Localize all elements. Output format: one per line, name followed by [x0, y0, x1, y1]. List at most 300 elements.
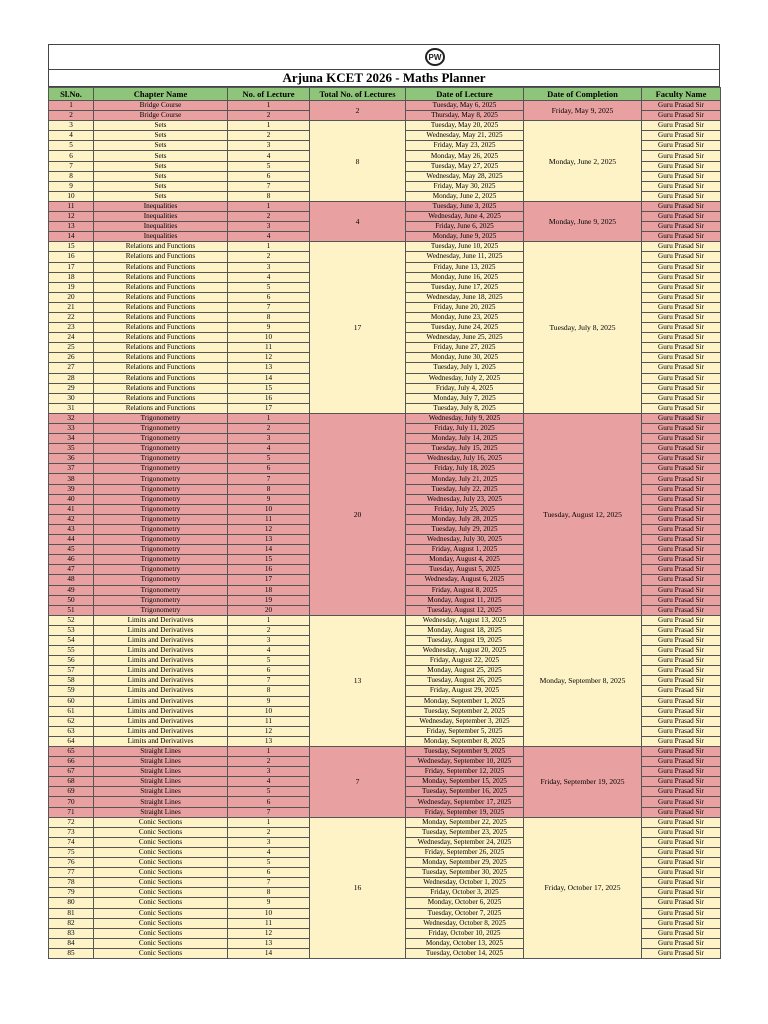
sl-no-cell: 32: [49, 413, 94, 423]
completion-date-cell: Tuesday, August 12, 2025: [524, 413, 642, 615]
sl-no-cell: 50: [49, 595, 94, 605]
sl-no-cell: 68: [49, 777, 94, 787]
lecture-number-cell: 9: [228, 898, 310, 908]
faculty-name-cell: Guru Prasad Sir: [642, 464, 721, 474]
lecture-number-cell: 6: [228, 464, 310, 474]
faculty-name-cell: Guru Prasad Sir: [642, 181, 721, 191]
lecture-date-cell: Wednesday, June 4, 2025: [406, 212, 524, 222]
lecture-date-cell: Tuesday, October 7, 2025: [406, 908, 524, 918]
lecture-number-cell: 14: [228, 373, 310, 383]
lecture-date-cell: Friday, August 29, 2025: [406, 686, 524, 696]
chapter-name-cell: Limits and Derivatives: [94, 615, 228, 625]
header-chapter-name: Chapter Name: [94, 88, 228, 101]
total-lectures-cell: 17: [310, 242, 406, 414]
lecture-number-cell: 15: [228, 383, 310, 393]
chapter-name-cell: Sets: [94, 131, 228, 141]
lecture-date-cell: Friday, August 8, 2025: [406, 585, 524, 595]
chapter-name-cell: Trigonometry: [94, 504, 228, 514]
sl-no-cell: 4: [49, 131, 94, 141]
lecture-number-cell: 16: [228, 393, 310, 403]
chapter-name-cell: Trigonometry: [94, 413, 228, 423]
pw-logo-icon: [424, 47, 446, 67]
faculty-name-cell: Guru Prasad Sir: [642, 474, 721, 484]
sl-no-cell: 77: [49, 868, 94, 878]
lecture-number-cell: 7: [228, 807, 310, 817]
chapter-name-cell: Limits and Derivatives: [94, 625, 228, 635]
lecture-number-cell: 2: [228, 625, 310, 635]
faculty-name-cell: Guru Prasad Sir: [642, 615, 721, 625]
chapter-name-cell: Inequalities: [94, 222, 228, 232]
sl-no-cell: 37: [49, 464, 94, 474]
lecture-date-cell: Monday, August 18, 2025: [406, 625, 524, 635]
lecture-date-cell: Tuesday, June 24, 2025: [406, 323, 524, 333]
lecture-date-cell: Wednesday, July 23, 2025: [406, 494, 524, 504]
lecture-number-cell: 3: [228, 222, 310, 232]
header-sl-no: Sl.No.: [49, 88, 94, 101]
chapter-name-cell: Limits and Derivatives: [94, 646, 228, 656]
sl-no-cell: 65: [49, 747, 94, 757]
svg-text:PW: PW: [428, 53, 442, 62]
lecture-number-cell: 13: [228, 938, 310, 948]
lecture-date-cell: Friday, September 12, 2025: [406, 767, 524, 777]
lecture-number-cell: 8: [228, 888, 310, 898]
lecture-date-cell: Tuesday, September 30, 2025: [406, 868, 524, 878]
lecture-number-cell: 6: [228, 797, 310, 807]
sl-no-cell: 80: [49, 898, 94, 908]
lecture-number-cell: 2: [228, 111, 310, 121]
chapter-name-cell: Straight Lines: [94, 747, 228, 757]
lecture-date-cell: Wednesday, July 30, 2025: [406, 535, 524, 545]
sl-no-cell: 48: [49, 575, 94, 585]
lecture-date-cell: Tuesday, August 12, 2025: [406, 605, 524, 615]
sl-no-cell: 79: [49, 888, 94, 898]
sl-no-cell: 70: [49, 797, 94, 807]
lecture-number-cell: 11: [228, 514, 310, 524]
lecture-number-cell: 3: [228, 837, 310, 847]
chapter-name-cell: Trigonometry: [94, 494, 228, 504]
faculty-name-cell: Guru Prasad Sir: [642, 292, 721, 302]
lecture-date-cell: Monday, June 9, 2025: [406, 232, 524, 242]
chapter-name-cell: Conic Sections: [94, 878, 228, 888]
faculty-name-cell: Guru Prasad Sir: [642, 898, 721, 908]
header-no-of-lecture: No. of Lecture: [228, 88, 310, 101]
chapter-name-cell: Trigonometry: [94, 555, 228, 565]
chapter-name-cell: Straight Lines: [94, 807, 228, 817]
lecture-date-cell: Wednesday, August 6, 2025: [406, 575, 524, 585]
lecture-number-cell: 4: [228, 847, 310, 857]
sl-no-cell: 47: [49, 565, 94, 575]
faculty-name-cell: Guru Prasad Sir: [642, 646, 721, 656]
lecture-date-cell: Friday, July 11, 2025: [406, 424, 524, 434]
lecture-date-cell: Tuesday, May 6, 2025: [406, 101, 524, 111]
lecture-date-cell: Tuesday, June 10, 2025: [406, 242, 524, 252]
chapter-name-cell: Sets: [94, 161, 228, 171]
sl-no-cell: 41: [49, 504, 94, 514]
faculty-name-cell: Guru Prasad Sir: [642, 777, 721, 787]
chapter-name-cell: Limits and Derivatives: [94, 736, 228, 746]
sl-no-cell: 55: [49, 646, 94, 656]
sl-no-cell: 73: [49, 827, 94, 837]
chapter-name-cell: Limits and Derivatives: [94, 656, 228, 666]
chapter-name-cell: Trigonometry: [94, 474, 228, 484]
lecture-date-cell: Wednesday, September 24, 2025: [406, 837, 524, 847]
lecture-number-cell: 8: [228, 686, 310, 696]
sl-no-cell: 69: [49, 787, 94, 797]
lecture-date-cell: Monday, June 23, 2025: [406, 312, 524, 322]
table-row: [49, 817, 721, 827]
sl-no-cell: 57: [49, 666, 94, 676]
header-date-of-completion: Date of Completion: [524, 88, 642, 101]
sl-no-cell: 17: [49, 262, 94, 272]
faculty-name-cell: Guru Prasad Sir: [642, 706, 721, 716]
sl-no-cell: 13: [49, 222, 94, 232]
lecture-number-cell: 15: [228, 555, 310, 565]
lecture-date-cell: Wednesday, May 21, 2025: [406, 131, 524, 141]
lecture-date-cell: Wednesday, September 17, 2025: [406, 797, 524, 807]
lecture-date-cell: Monday, July 7, 2025: [406, 393, 524, 403]
table-row: [49, 201, 721, 211]
total-lectures-cell: 13: [310, 615, 406, 746]
sl-no-cell: 74: [49, 837, 94, 847]
chapter-name-cell: Sets: [94, 151, 228, 161]
sl-no-cell: 61: [49, 706, 94, 716]
faculty-name-cell: Guru Prasad Sir: [642, 131, 721, 141]
chapter-name-cell: Sets: [94, 121, 228, 131]
lecture-date-cell: Friday, September 26, 2025: [406, 847, 524, 857]
lecture-number-cell: 16: [228, 565, 310, 575]
chapter-name-cell: Conic Sections: [94, 898, 228, 908]
faculty-name-cell: Guru Prasad Sir: [642, 393, 721, 403]
faculty-name-cell: Guru Prasad Sir: [642, 605, 721, 615]
completion-date-cell: Friday, October 17, 2025: [524, 817, 642, 958]
sl-no-cell: 66: [49, 757, 94, 767]
faculty-name-cell: Guru Prasad Sir: [642, 938, 721, 948]
completion-date-cell: Monday, June 2, 2025: [524, 121, 642, 202]
total-lectures-cell: 7: [310, 747, 406, 818]
lecture-date-cell: Friday, May 30, 2025: [406, 181, 524, 191]
sl-no-cell: 67: [49, 767, 94, 777]
lecture-date-cell: Monday, September 22, 2025: [406, 817, 524, 827]
lecture-number-cell: 1: [228, 413, 310, 423]
lecture-number-cell: 10: [228, 504, 310, 514]
lecture-number-cell: 19: [228, 595, 310, 605]
sl-no-cell: 49: [49, 585, 94, 595]
lecture-number-cell: 9: [228, 494, 310, 504]
sl-no-cell: 56: [49, 656, 94, 666]
faculty-name-cell: Guru Prasad Sir: [642, 736, 721, 746]
lecture-date-cell: Friday, June 20, 2025: [406, 302, 524, 312]
chapter-name-cell: Relations and Functions: [94, 403, 228, 413]
lecture-number-cell: 8: [228, 484, 310, 494]
completion-date-cell: Monday, June 9, 2025: [524, 201, 642, 241]
chapter-name-cell: Conic Sections: [94, 837, 228, 847]
lecture-number-cell: 17: [228, 403, 310, 413]
lecture-number-cell: 12: [228, 928, 310, 938]
chapter-name-cell: Relations and Functions: [94, 292, 228, 302]
lecture-number-cell: 9: [228, 696, 310, 706]
faculty-name-cell: Guru Prasad Sir: [642, 323, 721, 333]
lecture-date-cell: Monday, September 1, 2025: [406, 696, 524, 706]
lecture-date-cell: Friday, September 5, 2025: [406, 726, 524, 736]
chapter-name-cell: Relations and Functions: [94, 363, 228, 373]
sl-no-cell: 1: [49, 101, 94, 111]
sl-no-cell: 31: [49, 403, 94, 413]
lecture-date-cell: Wednesday, July 9, 2025: [406, 413, 524, 423]
sl-no-cell: 76: [49, 858, 94, 868]
sl-no-cell: 45: [49, 545, 94, 555]
lecture-number-cell: 9: [228, 323, 310, 333]
lecture-number-cell: 2: [228, 131, 310, 141]
chapter-name-cell: Inequalities: [94, 232, 228, 242]
faculty-name-cell: Guru Prasad Sir: [642, 242, 721, 252]
lecture-number-cell: 4: [228, 777, 310, 787]
total-lectures-cell: 4: [310, 201, 406, 241]
chapter-name-cell: Sets: [94, 181, 228, 191]
faculty-name-cell: Guru Prasad Sir: [642, 201, 721, 211]
faculty-name-cell: Guru Prasad Sir: [642, 504, 721, 514]
lecture-number-cell: 3: [228, 262, 310, 272]
faculty-name-cell: Guru Prasad Sir: [642, 767, 721, 777]
lecture-number-cell: 11: [228, 918, 310, 928]
chapter-name-cell: Conic Sections: [94, 948, 228, 958]
sl-no-cell: 5: [49, 141, 94, 151]
chapter-name-cell: Conic Sections: [94, 918, 228, 928]
lecture-number-cell: 1: [228, 201, 310, 211]
sl-no-cell: 3: [49, 121, 94, 131]
chapter-name-cell: Relations and Functions: [94, 353, 228, 363]
lecture-number-cell: 6: [228, 292, 310, 302]
faculty-name-cell: Guru Prasad Sir: [642, 535, 721, 545]
chapter-name-cell: Relations and Functions: [94, 242, 228, 252]
lecture-number-cell: 4: [228, 232, 310, 242]
sl-no-cell: 81: [49, 908, 94, 918]
lecture-date-cell: Wednesday, June 18, 2025: [406, 292, 524, 302]
faculty-name-cell: Guru Prasad Sir: [642, 565, 721, 575]
lecture-date-cell: Thursday, May 8, 2025: [406, 111, 524, 121]
lecture-date-cell: Tuesday, October 14, 2025: [406, 948, 524, 958]
chapter-name-cell: Sets: [94, 191, 228, 201]
chapter-name-cell: Relations and Functions: [94, 333, 228, 343]
lecture-date-cell: Monday, July 14, 2025: [406, 434, 524, 444]
sl-no-cell: 75: [49, 847, 94, 857]
lecture-date-cell: Friday, June 13, 2025: [406, 262, 524, 272]
faculty-name-cell: Guru Prasad Sir: [642, 373, 721, 383]
chapter-name-cell: Trigonometry: [94, 565, 228, 575]
lecture-number-cell: 14: [228, 545, 310, 555]
chapter-name-cell: Trigonometry: [94, 545, 228, 555]
faculty-name-cell: Guru Prasad Sir: [642, 545, 721, 555]
faculty-name-cell: Guru Prasad Sir: [642, 494, 721, 504]
sl-no-cell: 40: [49, 494, 94, 504]
lecture-number-cell: 7: [228, 181, 310, 191]
planner-body: [49, 101, 721, 959]
lecture-date-cell: Tuesday, August 5, 2025: [406, 565, 524, 575]
chapter-name-cell: Straight Lines: [94, 767, 228, 777]
faculty-name-cell: Guru Prasad Sir: [642, 262, 721, 272]
chapter-name-cell: Relations and Functions: [94, 312, 228, 322]
sl-no-cell: 15: [49, 242, 94, 252]
lecture-number-cell: 5: [228, 282, 310, 292]
faculty-name-cell: Guru Prasad Sir: [642, 454, 721, 464]
sl-no-cell: 11: [49, 201, 94, 211]
faculty-name-cell: Guru Prasad Sir: [642, 444, 721, 454]
sl-no-cell: 38: [49, 474, 94, 484]
chapter-name-cell: Limits and Derivatives: [94, 696, 228, 706]
faculty-name-cell: Guru Prasad Sir: [642, 343, 721, 353]
completion-date-cell: Tuesday, July 8, 2025: [524, 242, 642, 414]
chapter-name-cell: Relations and Functions: [94, 262, 228, 272]
lecture-date-cell: Friday, August 1, 2025: [406, 545, 524, 555]
lecture-date-cell: Friday, June 6, 2025: [406, 222, 524, 232]
chapter-name-cell: Bridge Course: [94, 101, 228, 111]
chapter-name-cell: Limits and Derivatives: [94, 726, 228, 736]
lecture-number-cell: 1: [228, 817, 310, 827]
sl-no-cell: 24: [49, 333, 94, 343]
faculty-name-cell: Guru Prasad Sir: [642, 161, 721, 171]
lecture-number-cell: 4: [228, 444, 310, 454]
lecture-number-cell: 12: [228, 726, 310, 736]
faculty-name-cell: Guru Prasad Sir: [642, 484, 721, 494]
chapter-name-cell: Trigonometry: [94, 585, 228, 595]
sl-no-cell: 78: [49, 878, 94, 888]
sl-no-cell: 44: [49, 535, 94, 545]
lecture-number-cell: 11: [228, 343, 310, 353]
lecture-number-cell: 13: [228, 535, 310, 545]
sl-no-cell: 53: [49, 625, 94, 635]
chapter-name-cell: Conic Sections: [94, 847, 228, 857]
chapter-name-cell: Sets: [94, 171, 228, 181]
lecture-number-cell: 5: [228, 858, 310, 868]
sl-no-cell: 46: [49, 555, 94, 565]
lecture-date-cell: Wednesday, September 10, 2025: [406, 757, 524, 767]
sl-no-cell: 14: [49, 232, 94, 242]
chapter-name-cell: Limits and Derivatives: [94, 686, 228, 696]
lecture-date-cell: Wednesday, June 25, 2025: [406, 333, 524, 343]
faculty-name-cell: Guru Prasad Sir: [642, 413, 721, 423]
lecture-date-cell: Wednesday, July 2, 2025: [406, 373, 524, 383]
sl-no-cell: 8: [49, 171, 94, 181]
sl-no-cell: 43: [49, 524, 94, 534]
completion-date-cell: Monday, September 8, 2025: [524, 615, 642, 746]
chapter-name-cell: Trigonometry: [94, 514, 228, 524]
chapter-name-cell: Conic Sections: [94, 888, 228, 898]
sl-no-cell: 10: [49, 191, 94, 201]
faculty-name-cell: Guru Prasad Sir: [642, 212, 721, 222]
lecture-date-cell: Wednesday, October 1, 2025: [406, 878, 524, 888]
lecture-number-cell: 7: [228, 474, 310, 484]
faculty-name-cell: Guru Prasad Sir: [642, 151, 721, 161]
faculty-name-cell: Guru Prasad Sir: [642, 787, 721, 797]
sl-no-cell: 35: [49, 444, 94, 454]
lecture-date-cell: Tuesday, September 23, 2025: [406, 827, 524, 837]
lecture-date-cell: Tuesday, July 15, 2025: [406, 444, 524, 454]
faculty-name-cell: Guru Prasad Sir: [642, 555, 721, 565]
lecture-number-cell: 7: [228, 676, 310, 686]
lecture-date-cell: Monday, August 11, 2025: [406, 595, 524, 605]
lecture-number-cell: 1: [228, 121, 310, 131]
chapter-name-cell: Conic Sections: [94, 827, 228, 837]
lecture-number-cell: 5: [228, 161, 310, 171]
lecture-date-cell: Monday, August 25, 2025: [406, 666, 524, 676]
sl-no-cell: 9: [49, 181, 94, 191]
completion-date-cell: Friday, May 9, 2025: [524, 101, 642, 121]
sl-no-cell: 21: [49, 302, 94, 312]
lecture-date-cell: Tuesday, June 3, 2025: [406, 201, 524, 211]
sl-no-cell: 26: [49, 353, 94, 363]
faculty-name-cell: Guru Prasad Sir: [642, 797, 721, 807]
lecture-date-cell: Tuesday, September 9, 2025: [406, 747, 524, 757]
lecture-number-cell: 3: [228, 635, 310, 645]
chapter-name-cell: Trigonometry: [94, 605, 228, 615]
faculty-name-cell: Guru Prasad Sir: [642, 403, 721, 413]
chapter-name-cell: Relations and Functions: [94, 393, 228, 403]
lecture-date-cell: Tuesday, May 20, 2025: [406, 121, 524, 131]
lecture-number-cell: 20: [228, 605, 310, 615]
lecture-number-cell: 5: [228, 454, 310, 464]
chapter-name-cell: Inequalities: [94, 201, 228, 211]
faculty-name-cell: Guru Prasad Sir: [642, 827, 721, 837]
header-row: [49, 88, 721, 101]
page-title: Arjuna KCET 2026 - Maths Planner: [48, 69, 720, 87]
chapter-name-cell: Trigonometry: [94, 484, 228, 494]
lecture-number-cell: 6: [228, 171, 310, 181]
lecture-date-cell: Monday, September 15, 2025: [406, 777, 524, 787]
lecture-number-cell: 4: [228, 151, 310, 161]
lecture-number-cell: 10: [228, 333, 310, 343]
lecture-number-cell: 2: [228, 827, 310, 837]
faculty-name-cell: Guru Prasad Sir: [642, 434, 721, 444]
lecture-date-cell: Monday, September 8, 2025: [406, 736, 524, 746]
faculty-name-cell: Guru Prasad Sir: [642, 837, 721, 847]
sl-no-cell: 27: [49, 363, 94, 373]
lecture-number-cell: 3: [228, 767, 310, 777]
faculty-name-cell: Guru Prasad Sir: [642, 757, 721, 767]
sl-no-cell: 12: [49, 212, 94, 222]
faculty-name-cell: Guru Prasad Sir: [642, 656, 721, 666]
lecture-date-cell: Friday, July 18, 2025: [406, 464, 524, 474]
lecture-date-cell: Wednesday, August 13, 2025: [406, 615, 524, 625]
sl-no-cell: 18: [49, 272, 94, 282]
lecture-date-cell: Tuesday, September 2, 2025: [406, 706, 524, 716]
lecture-number-cell: 1: [228, 242, 310, 252]
lecture-number-cell: 7: [228, 302, 310, 312]
lecture-date-cell: Monday, October 6, 2025: [406, 898, 524, 908]
sl-no-cell: 16: [49, 252, 94, 262]
lecture-number-cell: 4: [228, 646, 310, 656]
sl-no-cell: 6: [49, 151, 94, 161]
faculty-name-cell: Guru Prasad Sir: [642, 858, 721, 868]
chapter-name-cell: Relations and Functions: [94, 383, 228, 393]
lecture-number-cell: 13: [228, 363, 310, 373]
sl-no-cell: 19: [49, 282, 94, 292]
lecture-number-cell: 2: [228, 424, 310, 434]
sl-no-cell: 58: [49, 676, 94, 686]
chapter-name-cell: Trigonometry: [94, 424, 228, 434]
lecture-date-cell: Monday, October 13, 2025: [406, 938, 524, 948]
faculty-name-cell: Guru Prasad Sir: [642, 424, 721, 434]
faculty-name-cell: Guru Prasad Sir: [642, 171, 721, 181]
faculty-name-cell: Guru Prasad Sir: [642, 312, 721, 322]
table-row: [49, 413, 721, 423]
lecture-date-cell: Monday, May 26, 2025: [406, 151, 524, 161]
table-row: [49, 101, 721, 111]
chapter-name-cell: Straight Lines: [94, 787, 228, 797]
sl-no-cell: 62: [49, 716, 94, 726]
lecture-number-cell: 17: [228, 575, 310, 585]
faculty-name-cell: Guru Prasad Sir: [642, 747, 721, 757]
lecture-date-cell: Monday, June 2, 2025: [406, 191, 524, 201]
chapter-name-cell: Limits and Derivatives: [94, 716, 228, 726]
